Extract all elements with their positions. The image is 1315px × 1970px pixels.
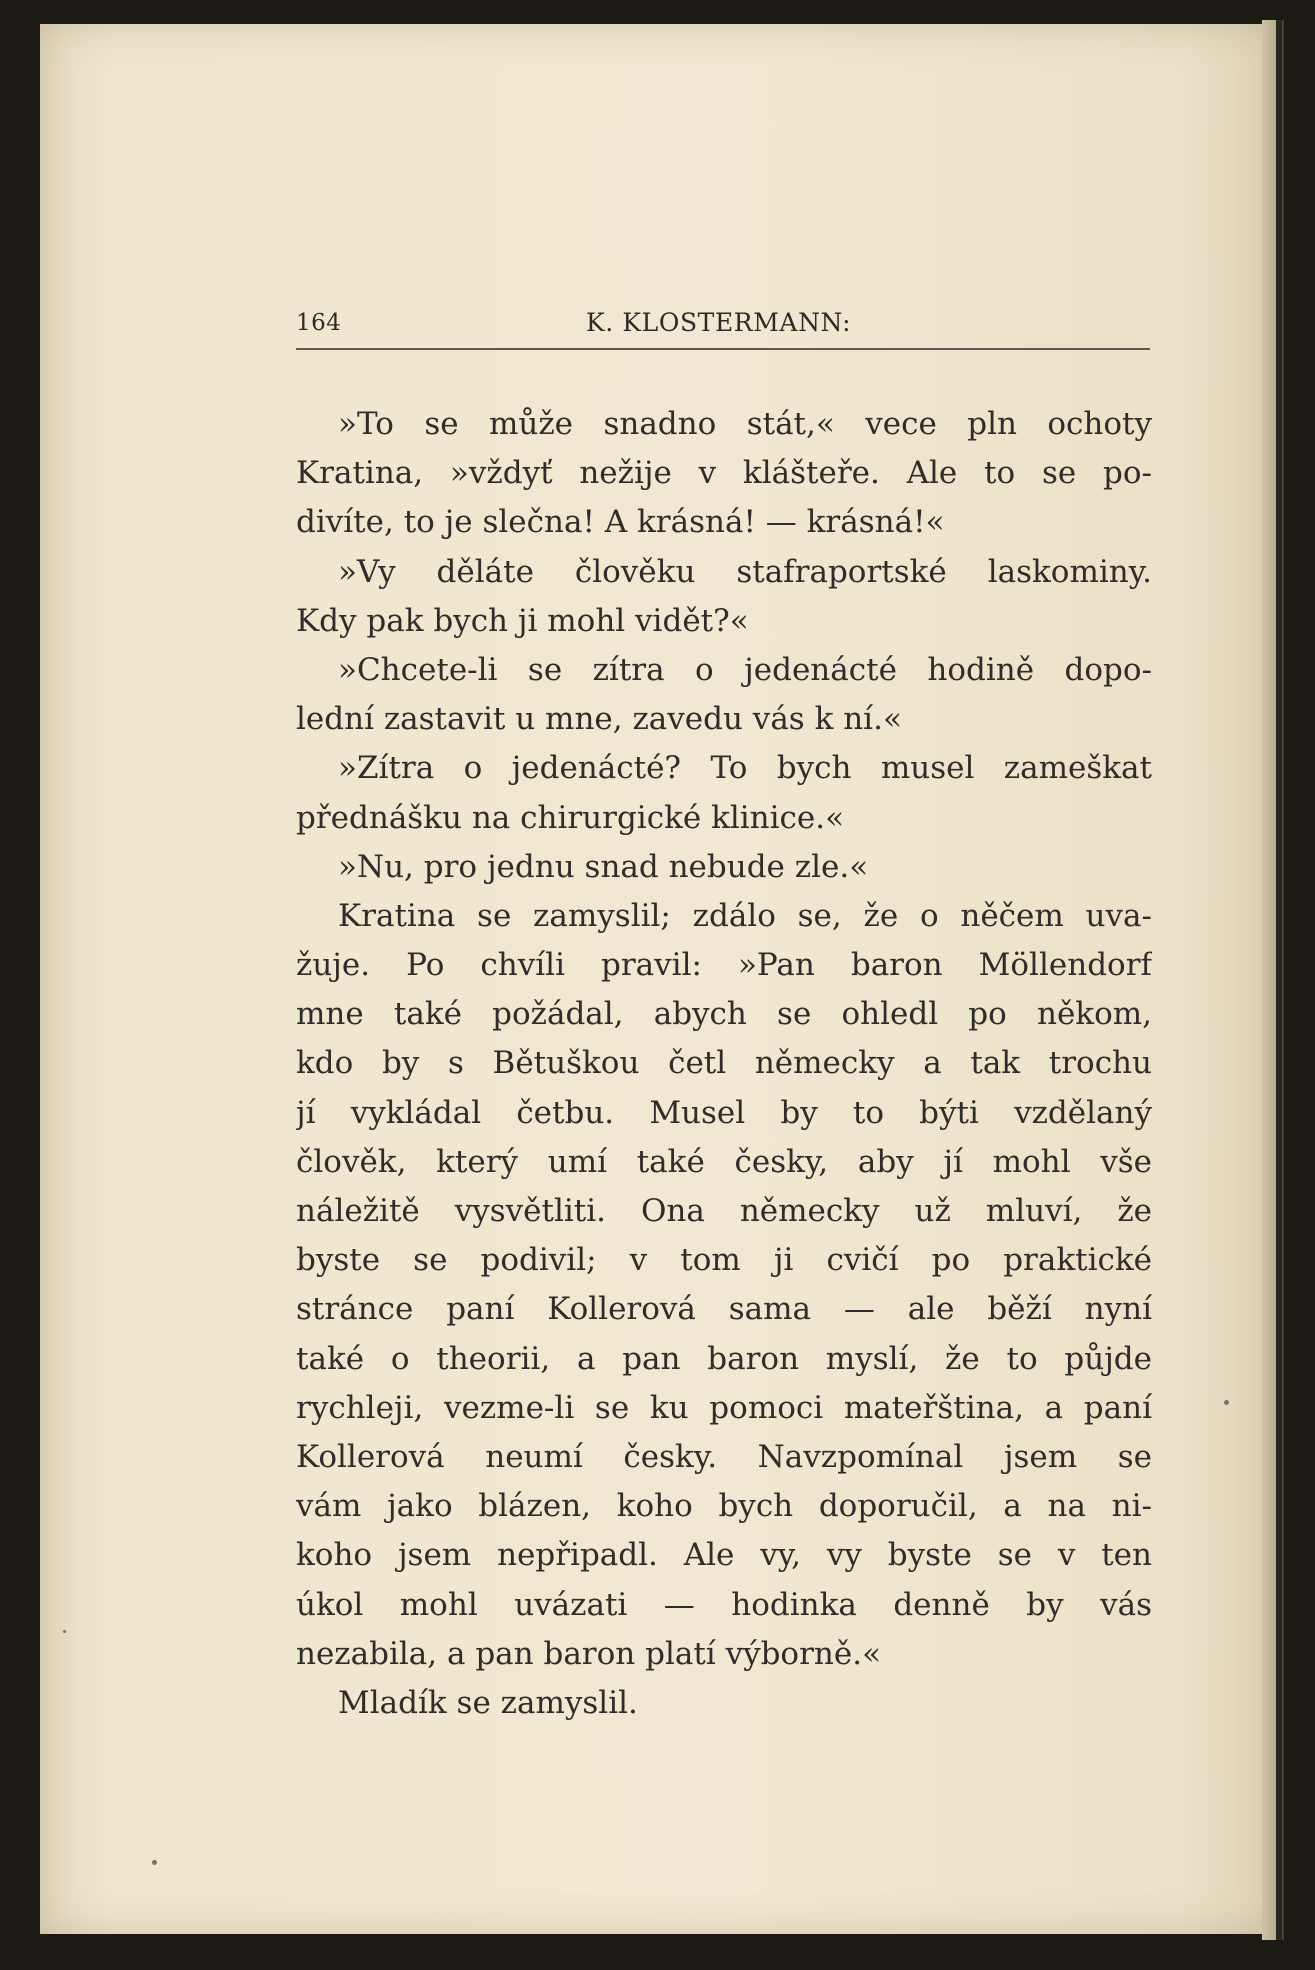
text-line: »To se může snadno stát,« vece pln ochoty (338, 406, 1152, 442)
text-line: koho jsem nepřipadl. Ale vy, vy byste se v ten (296, 1537, 1152, 1574)
binding-shadow (1276, 20, 1282, 1940)
text-line: divíte, to je slečna! A krásná! — krásná!« (296, 504, 945, 541)
paper-speck (63, 1630, 66, 1633)
paper-speck (1224, 1400, 1229, 1405)
text-line: Kratina, »vždyť nežije v klášteře. Ale to se po- (296, 455, 1152, 492)
page-number: 164 (296, 310, 342, 336)
paper-speck (152, 1860, 157, 1865)
text-line: »Chcete-li se zítra o jedenácté hodině dopo- (338, 651, 1152, 688)
text-line: také o theorii, a pan baron myslí, že to půjde (296, 1340, 1152, 1377)
text-line: úkol mohl uvázati — hodinka denně by vás (296, 1586, 1152, 1623)
text-line: Kollerová neumí česky. Navzpomínal jsem se (296, 1438, 1152, 1475)
text-line: byste se podivil; v tom ji cvičí po praktické (296, 1242, 1152, 1279)
text-line: »Nu, pro jednu snad nebude zle.« (338, 848, 869, 885)
text-line: jí vykládal četbu. Musel by to býti vzdělaný (296, 1094, 1152, 1131)
page-header (296, 306, 1146, 346)
text-line: stránce paní Kollerová sama — ale běží nyní (296, 1291, 1152, 1328)
text-line: kdo by s Bětuškou četl německy a tak trochu (296, 1045, 1152, 1082)
text-line: Kratina se zamyslil; zdálo se, že o něčem uva- (338, 897, 1152, 934)
text-line: rychleji, vezme-li se ku pomoci mateřština, a paní (296, 1389, 1152, 1426)
text-line: žuje. Po chvíli pravil: »Pan baron Möllendorf (296, 947, 1152, 984)
text-line: Mladík se zamyslil. (338, 1684, 638, 1721)
text-line: lední zastavit u mne, zavedu vás k ní.« (296, 701, 902, 738)
text-line: Kdy pak bych ji mohl vidět?« (296, 602, 749, 639)
text-line: vám jako blázen, koho bych doporučil, a na ni- (296, 1488, 1152, 1525)
text-line: přednášku na chirurgické klinice.« (296, 799, 845, 836)
running-head: K. KLOSTERMANN: (586, 308, 852, 337)
text-line: člověk, který umí také česky, aby jí mohl vše (296, 1143, 1152, 1180)
text-line: »Zítra o jedenácté? To bych musel zameškat (338, 750, 1152, 787)
text-line: náležitě vysvětliti. Ona německy už mluví, že (296, 1193, 1152, 1229)
text-line: nezabila, a pan baron platí výborně.« (296, 1635, 882, 1672)
text-line: »Vy děláte člověku stafraportské laskominy. (338, 553, 1152, 590)
header-rule (296, 348, 1150, 350)
body-text (296, 400, 1152, 1728)
text-line: mne také požádal, abych se ohledl po někom, (296, 996, 1152, 1033)
